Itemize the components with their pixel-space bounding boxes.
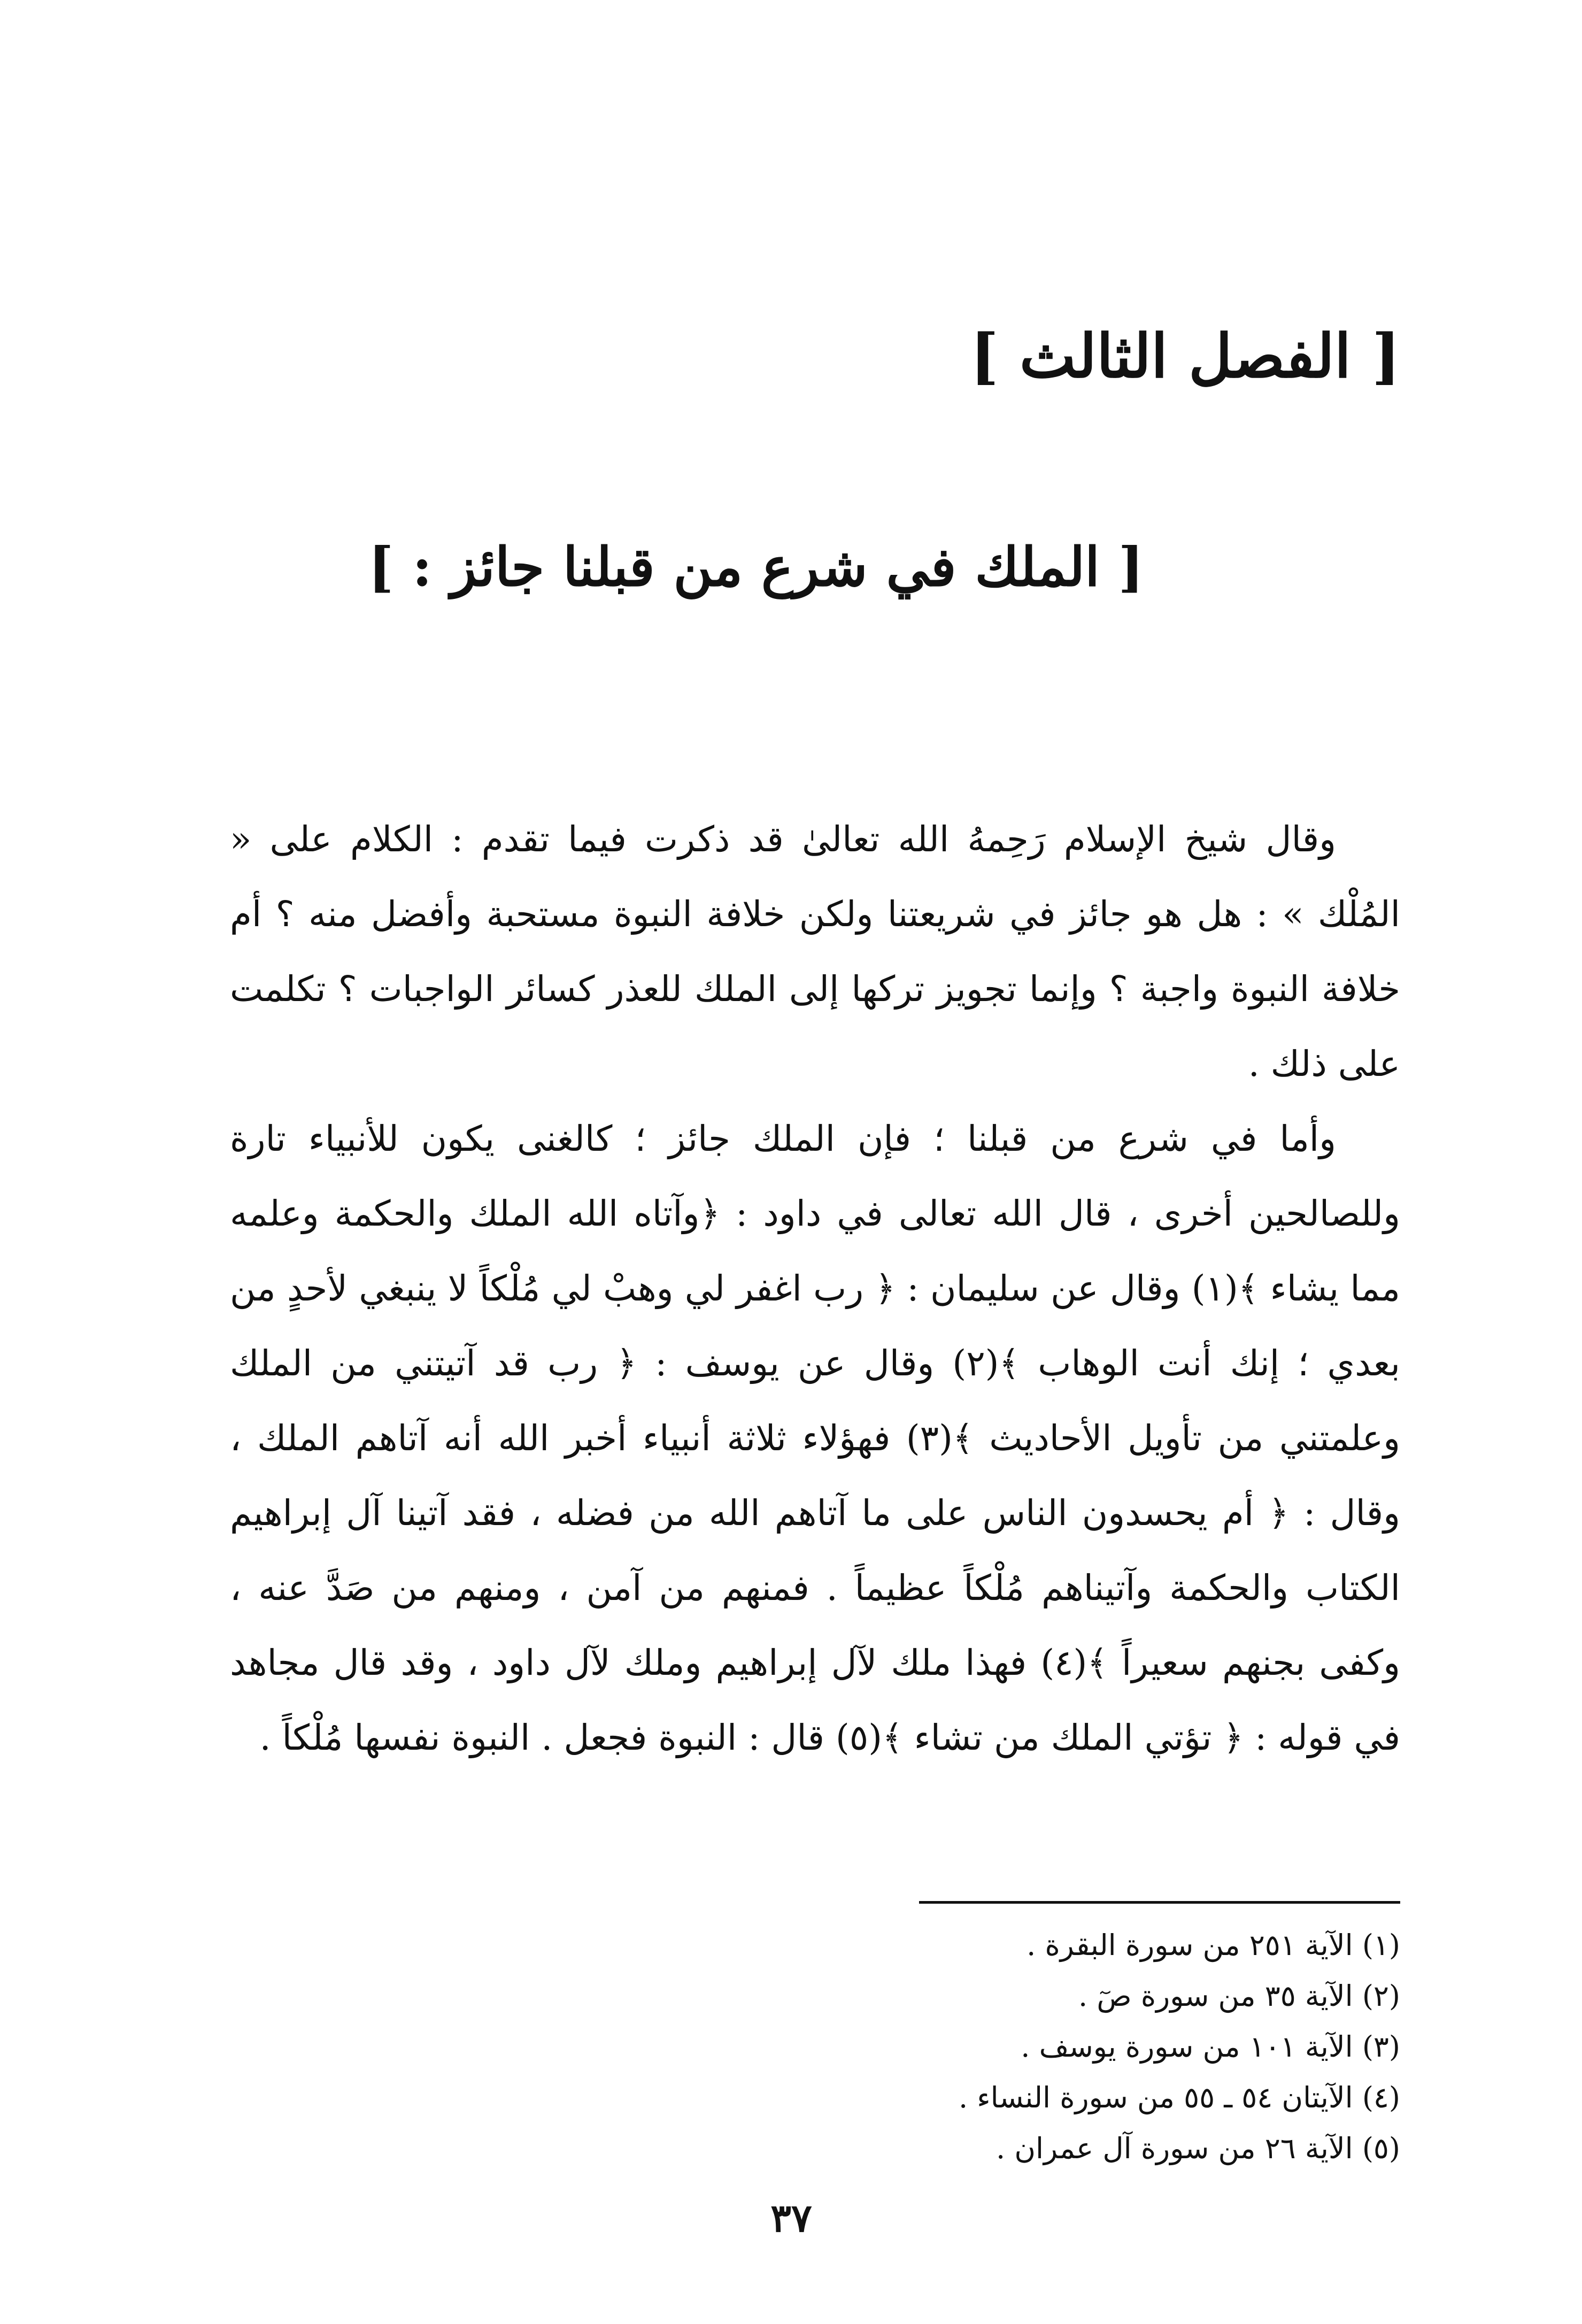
paragraph-2: وأما في شرع من قبلنا ؛ فإن الملك جائز ؛ كالغنى يكون للأنبياء تارة وللصالحين أخرى ، قال الله تعالى في داود : ﴿وآتاه الله الملك والحكمة وعلمه مما يشاء ﴾(١) وقال عن سليمان : ﴿ رب اغفر لي وهبْ لي مُلْكاً لا ينبغي لأحدٍ من بعدي ؛ إنك أنت الوهاب ﴾(٢) وقال عن يوسف : ﴿ رب قد آتيتني من الملك وعلمتني من تأويل الأحاديث ﴾(٣) فهؤلاء ثلاثة أنبياء أخبر الله أنه آتاهم الملك ، وقال : ﴿ أم يحسدون الناس على ما آتاهم الله من فضله ، فقد آتينا آل إبراهيم الكتاب والحكمة وآتيناهم مُلْكاً عظيماً . فمنهم من آمن ، ومنهم من صَدَّ عنه ، وكفى بجنهم سعيراً ﴾(٤) فهذا ملك لآل إبراهيم وملك لآل داود ، وقد قال مجاهد في قوله : ﴿ تؤتي الملك من تشاء ﴾(٥) قال : النبوة فجعل . النبوة نفسها مُلْكاً .	[230, 1118, 1400, 1758]
footnote-1: (١) الآية ٢٥١ من سورة البقرة .	[1027, 1928, 1400, 1962]
footnote-4: (٤) الآيتان ٥٤ ـ ٥٥ من سورة النساء .	[958, 2081, 1400, 2114]
footnotes-list	[652, 1920, 1400, 2174]
paragraph-1: وقال شيخ الإسلام رَحِمهُ الله تعالىٰ قد ذكرت فيما تقدم : الكلام على « المُلْك » : هل هو جائز في شريعتنا ولكن خلافة النبوة مستحبة وأفضل منه ؟ أم خلافة النبوة واجبة ؟ وإنما تجويز تركها إلى الملك للعذر كسائر الواجبات ؟ تكلمت على ذلك .	[230, 819, 1400, 1084]
page-number: ٣٧	[770, 2195, 812, 2241]
footnote-divider	[919, 1901, 1400, 1904]
footnote-5: (٥) الآية ٢٦ من سورة آل عمران .	[996, 2131, 1400, 2165]
body-text	[230, 802, 1400, 1775]
section-heading: [ الملك في شرع من قبلنا جائز : ]	[368, 535, 1144, 598]
footnote-2: (٢) الآية ٣٥ من سورة صٓ .	[1078, 1979, 1400, 2013]
chapter-heading: [ الفصل الثالث ]	[970, 321, 1400, 391]
footnote-3: (٣) الآية ١٠١ من سورة يوسف .	[1021, 2030, 1400, 2064]
